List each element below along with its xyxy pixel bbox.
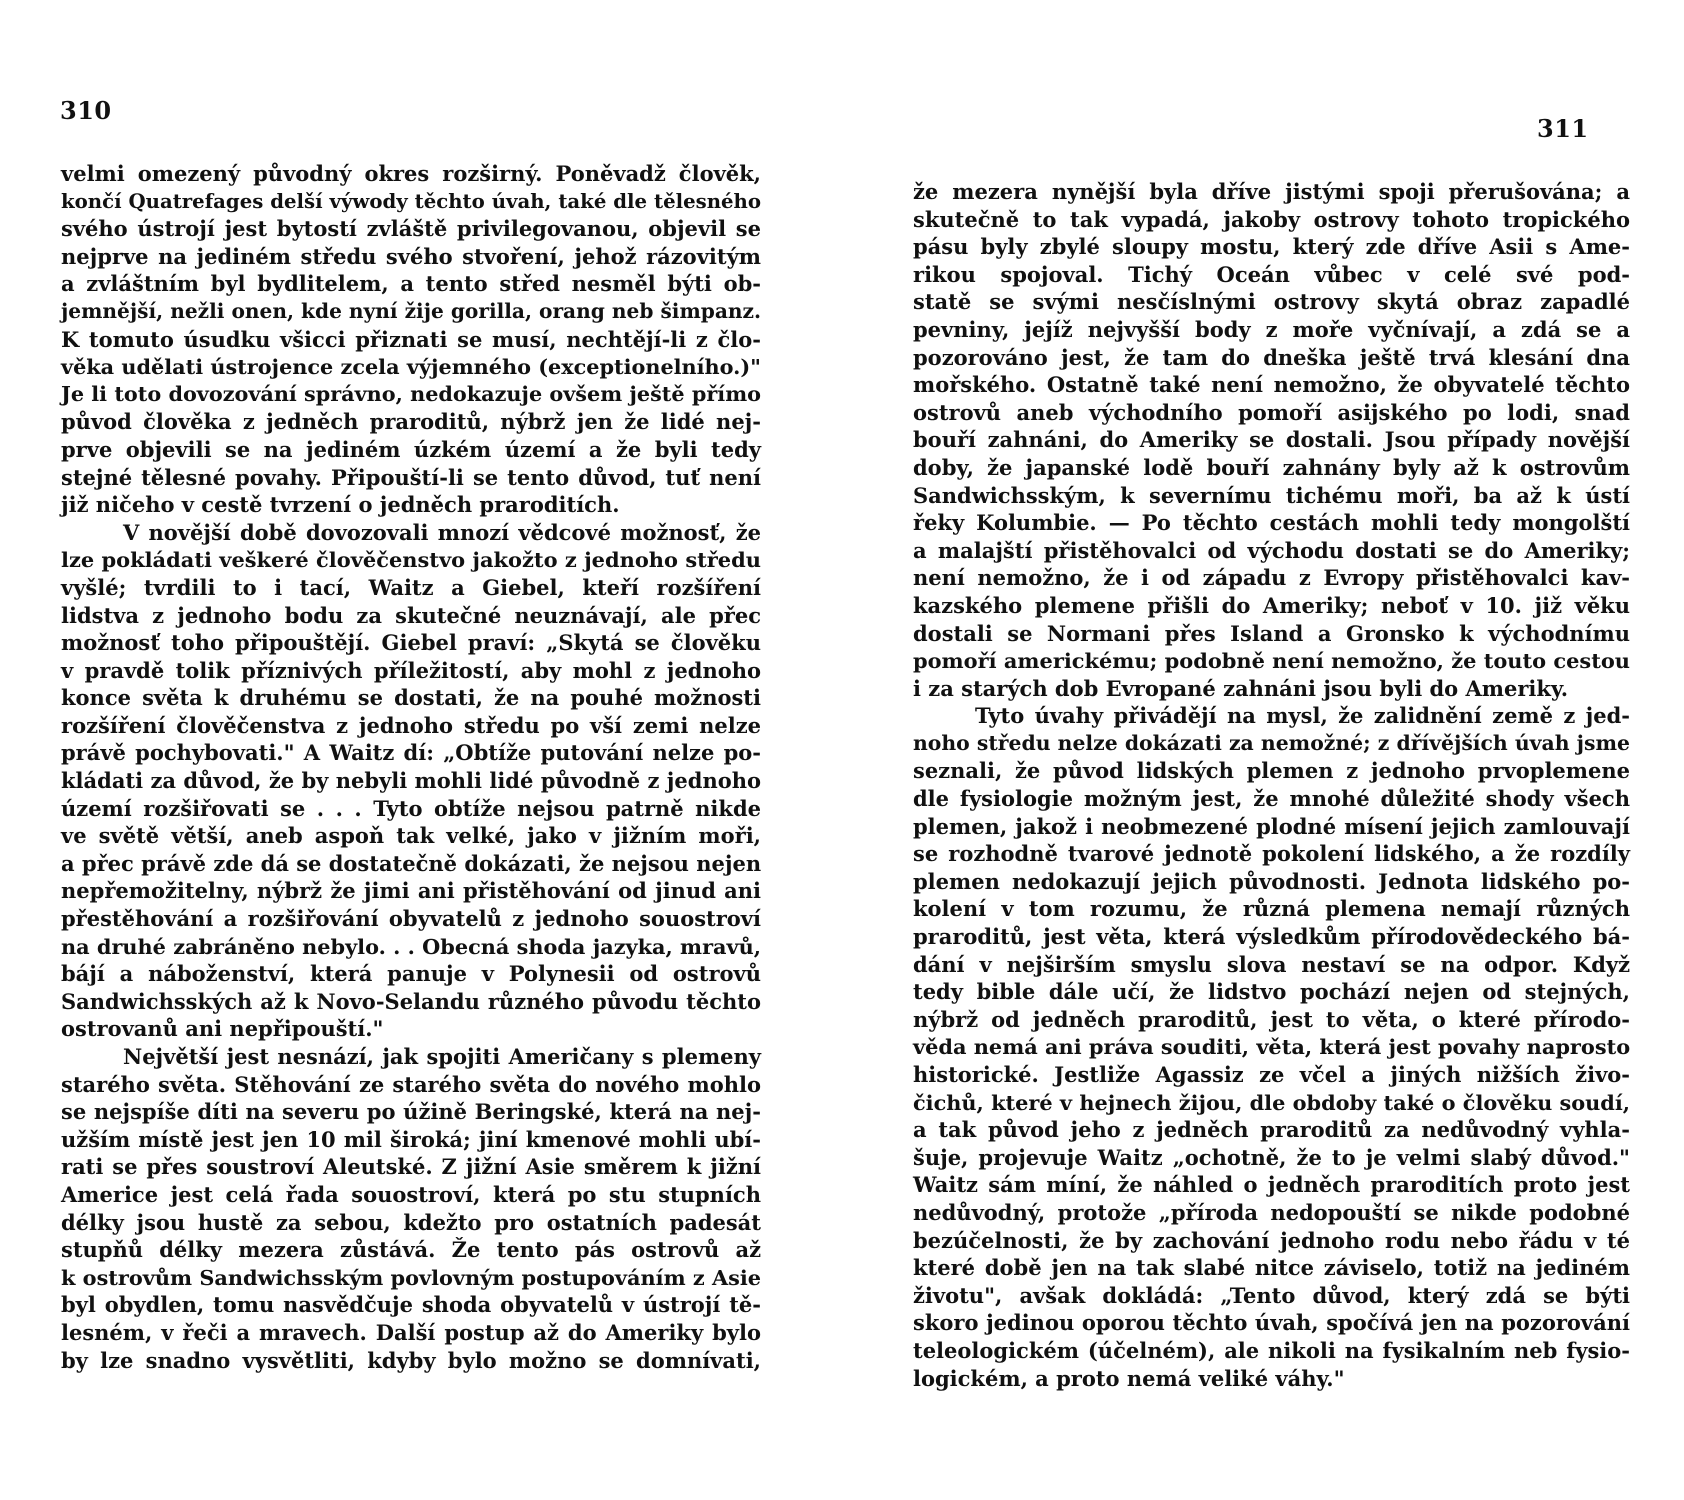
text-line: délky jsou hustě za sebou, kdežto pro ostatních padesát — [61, 1209, 761, 1235]
text-line: že mezera nynější byla dříve jistými spoji přerušována; a — [913, 179, 1630, 204]
text-line: nepřemožitelny, nýbrž že jimi ani přistěhování od jinud ani — [61, 878, 761, 904]
text-line: Americe jest celá řada souostroví, která po stu stupních — [61, 1181, 761, 1207]
page-number-left: 310 — [60, 96, 112, 125]
text-line: v pravdě tolik příznivých příležitostí, aby mohl z jednoho — [61, 657, 761, 683]
text-line: a malajští přistěhovalci od východu dostati se do Ameriky; — [913, 537, 1630, 563]
text-line: které době jen na tak slabé nitce záviselo, totiž na jediném — [913, 1255, 1630, 1281]
text-line: Sandwichsských až k Novo-Selandu různého původu těchto — [61, 988, 761, 1014]
text-line: Sandwichsským, k severnímu tichému moři, ba až k ústí — [913, 482, 1630, 508]
text-line: Je li toto dovozování správno, nedokazuje ovšem ještě přímo — [61, 381, 761, 406]
text-line: Největší jest nesnází, jak spojiti Američany s plemeny — [123, 1044, 761, 1069]
text-line: skutečně to tak vypadá, jakoby ostrovy tohoto tropického — [913, 206, 1630, 232]
page-number-right: 311 — [1537, 114, 1589, 143]
left-page-text — [61, 160, 761, 1374]
text-line: šuje, projevuje Waitz „ochotně, že to je velmi slabý důvod." — [913, 1144, 1630, 1170]
text-line: bájí a náboženství, která panuje v Polynesii od ostrovů — [61, 961, 761, 987]
text-line: noho středu nelze dokázati za nemožné; z dřívějších úvah jsme — [913, 730, 1630, 755]
text-line: starého světa. Stěhování ze starého světa do nového mohlo — [61, 1071, 761, 1097]
text-line: i za starých dob Evropané zahnáni jsou byli do Ameriky. — [913, 675, 1569, 701]
text-line: doby, že japanské lodě bouří zahnány byly až k ostrovům — [913, 454, 1630, 480]
text-line: není nemožno, že i od západu z Evropy přistěhovalci kav- — [913, 565, 1630, 591]
text-line: ostrovů aneb východního pomoří asijského po lodi, snad — [913, 399, 1630, 425]
text-line: skoro jedinou oporou těchto úvah, spočívá jen na pozorování — [913, 1310, 1630, 1336]
text-line: V novější době dovozovali mnozí vědcové možnosť, že — [123, 519, 761, 545]
text-line: mořského. Ostatně také není nemožno, že obyvatelé těchto — [913, 372, 1630, 398]
text-line: lesném, v řeči a mravech. Další postup až do Ameriky bylo — [61, 1319, 761, 1345]
text-line: nedůvodný, protože „příroda nedopouští se nikde podobné — [913, 1199, 1630, 1225]
text-line: kolení v tom rozumu, že různá plemena nemají různých — [913, 896, 1630, 922]
text-line: možnosť toho připouštějí. Giebel praví: „Skytá se člověku — [61, 630, 761, 656]
right-page-text — [913, 178, 1630, 1392]
text-line: konce světa k druhému se dostati, že na pouhé možnosti — [61, 685, 761, 711]
text-line: přestěhování a rozšiřování obyvatelů z jednoho souostroví — [61, 906, 761, 932]
text-line: životu", avšak dokládá: „Tento důvod, který zdá se býti — [913, 1282, 1630, 1308]
text-line: rati se přes soustroví Aleutské. Z jižní Asie směrem k jižní — [61, 1154, 761, 1180]
text-line: bouří zahnáni, do Ameriky se dostali. Jsou případy novější — [913, 427, 1630, 453]
text-line: rozšíření člověčenstva z jednoho středu po vší zemi nelze — [61, 712, 761, 738]
text-line: plemen nedokazují jejich původnosti. Jednota lidského po- — [913, 868, 1630, 894]
text-line: území rozšiřovati se . . . Tyto obtíže nejsou patrně nikde — [61, 795, 761, 821]
text-line: a přec právě zde dá se dostatečně dokázati, že nejsou nejen — [61, 850, 762, 876]
text-line: pomoří americkému; podobně není nemožno, že touto cestou — [913, 648, 1630, 674]
text-line: bezúčelnosti, že by zachování jednoho rodu nebo řádu v té — [913, 1227, 1630, 1253]
text-line: původ člověka z jedněch praroditů, nýbrž jen že lidé nej- — [61, 409, 761, 435]
text-line: se rozhodně tvarové jednotě pokolení lidského, a že rozdíly — [913, 841, 1630, 867]
text-line: by lze snadno vysvětliti, kdyby bylo možno se domnívati, — [61, 1347, 761, 1373]
text-line: dle fysiologie možným jest, že mnohé důležité shody všech — [913, 786, 1630, 812]
text-line: prve objevili se na jediném úzkém území a že byli tedy — [61, 436, 761, 462]
text-line: stejné tělesné povahy. Připouští-li se tento důvod, tuť není — [61, 464, 761, 490]
text-line: nejprve na jediném středu svého stvoření, jehož rázovitým — [61, 243, 761, 269]
text-line: pevniny, jejíž nejvyšší body z moře vyčnívají, a zdá se a — [913, 316, 1630, 342]
text-line: praroditů, jest věta, která výsledkům přírodovědeckého bá- — [913, 924, 1630, 950]
text-line: se nejspíše díti na severu po úžině Beringské, která na nej- — [61, 1099, 761, 1125]
text-line: seznali, že původ lidských plemen z jednoho prvoplemene — [913, 758, 1630, 784]
text-line: ve světě větší, aneb aspoň tak velké, jako v jižním moři, — [61, 823, 761, 849]
text-line: pásu byly zbylé sloupy mostu, který zde dříve Asii s Ame- — [913, 234, 1630, 260]
text-line: tedy bible dále učí, že lidstvo pochází nejen od stejných, — [913, 979, 1630, 1005]
text-line: jemnější, nežli onen, kde nyní žije gorilla, orang neb šimpanz. — [61, 298, 761, 323]
text-line: nýbrž od jedněch praroditů, jest to věta, o které přírodo- — [913, 1006, 1630, 1032]
text-line: dání v nejširším smyslu slova nestaví se na odpor. Když — [913, 951, 1630, 977]
text-line: a zvláštním byl bydlitelem, a tento střed nesměl býti ob- — [61, 271, 761, 297]
text-line: kládati za důvod, že by nebyli mohli lidé původně z jednoho — [61, 768, 761, 794]
text-line: na druhé zabráněno nebylo. . . Obecná shoda jazyka, mravů, — [61, 933, 761, 959]
text-line: ostrovanů ani nepřipouští." — [61, 1016, 384, 1042]
text-line: historické. Jestliže Agassiz ze včel a jiných nižších živo- — [913, 1062, 1630, 1087]
text-line: vyšlé; tvrdili to i tací, Waitz a Giebel, kteří rozšíření — [61, 574, 761, 600]
text-line: statě se svými nesčíslnými ostrovy skytá obraz zapadlé — [913, 289, 1630, 315]
text-line: užším místě jest jen 10 mil široká; jiní kmenové mohli ubí- — [61, 1126, 761, 1152]
text-line: velmi omezený původný okres rozširný. Poněvadž člověk, — [61, 161, 761, 186]
text-line: svého ústrojí jest bytostí zvláště privilegovanou, objevil se — [61, 216, 761, 242]
text-line: již ničeho v cestě tvrzení o jedněch praroditích. — [61, 492, 620, 518]
text-line: rikou spojoval. Tichý Oceán vůbec v celé své pod- — [913, 261, 1630, 287]
right-page — [842, 0, 1684, 1500]
text-line: věka udělati ústrojence zcela výjemného (exceptionelního.)" — [61, 354, 761, 380]
text-line: pozorováno jest, že tam do dneška ještě trvá klesání dna — [913, 344, 1630, 370]
text-line: k ostrovům Sandwichsským povlovným postupováním z Asie — [61, 1264, 761, 1290]
text-line: dostali se Normani přes Island a Gronsko k východnímu — [913, 620, 1630, 646]
text-line: logickém, a proto nemá veliké váhy." — [913, 1365, 1345, 1391]
text-line: právě pochybovati." A Waitz dí: „Obtíže putování nelze po- — [61, 740, 761, 766]
text-line: kazského plemene přišli do Ameriky; neboť v 10. již věku — [913, 592, 1630, 618]
text-line: a tak původ jeho z jedněch praroditů za nedůvodný vyhla- — [913, 1117, 1630, 1143]
text-line: plemen, jakož i neobmezené plodné mísení jejich zamlouvají — [913, 813, 1630, 839]
text-line: Tyto úvahy přivádějí na mysl, že zalidnění země z jed- — [975, 703, 1630, 729]
text-line: byl obydlen, tomu nasvědčuje shoda obyvatelů v ústrojí tě- — [61, 1292, 761, 1318]
text-line: věda nemá ani práva souditi, věta, která jest povahy naprosto — [913, 1034, 1631, 1060]
text-line: lze pokládati veškeré člověčenstvo jakožto z jednoho středu — [61, 547, 761, 573]
text-line: řeky Kolumbie. — Po těchto cestách mohli tedy mongolští — [913, 510, 1630, 536]
text-line: K tomuto úsudku všicci přiznati se musí, nechtějí-li z člo- — [61, 326, 761, 352]
text-line: teleologickém (účelném), ale nikoli na fysikalním neb fysio- — [913, 1337, 1630, 1363]
text-line: čichů, které v hejnech žijou, dle obdoby také o člověku soudí, — [913, 1089, 1630, 1115]
text-line: lidstva z jednoho bodu za skutečné neuznávají, ale přec — [61, 602, 761, 628]
text-line: stupňů délky mezera zůstává. Že tento pás ostrovů až — [61, 1237, 761, 1263]
text-line: končí Quatrefages delší výwody těchto úvah, také dle tělesného — [61, 189, 761, 213]
text-line: Waitz sám míní, že náhled o jedněch praroditích proto jest — [913, 1172, 1630, 1198]
